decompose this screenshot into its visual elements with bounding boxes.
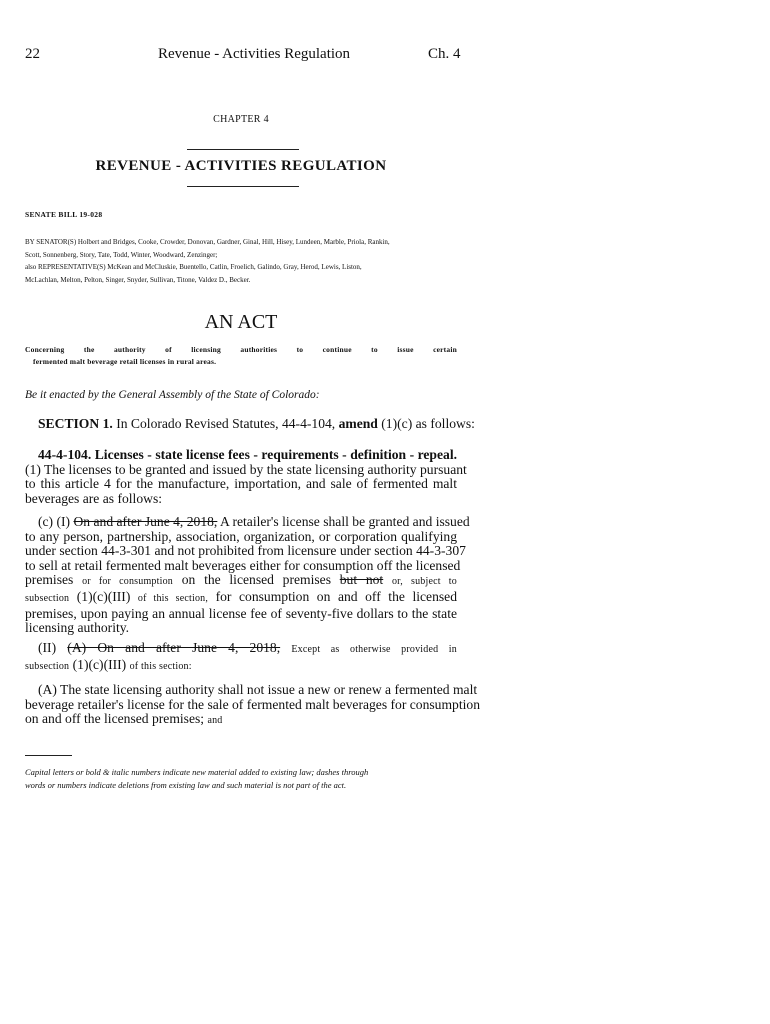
added-text: and bbox=[207, 715, 223, 727]
deleted-text: On and after June 4, 2018, bbox=[73, 514, 218, 529]
footnote-line: Capital letters or bold & italic numbers indicate new material added to existing law; dashes through bbox=[25, 767, 369, 777]
para-line: beverage retailer's license for the sale of fermented malt beverages for consumption bbox=[25, 696, 480, 712]
para-line: to sell at retail fermented malt beverages either for consumption off the licensed bbox=[25, 557, 461, 573]
added-text: subsection bbox=[25, 660, 70, 672]
section-one bbox=[25, 416, 475, 432]
para-text: premises bbox=[25, 572, 74, 588]
para-prefix: (c) (I) bbox=[38, 514, 71, 529]
footnote-rule bbox=[25, 755, 72, 756]
added-text: of this section: bbox=[129, 660, 192, 672]
paragraph-c bbox=[25, 514, 470, 636]
added-text: or for consumption bbox=[82, 576, 173, 588]
concerning-line: fermented malt beverage retail licenses in rural areas. bbox=[33, 357, 217, 366]
section-text: In Colorado Revised Statutes, 44-4-104, bbox=[116, 416, 336, 431]
statute-line: to this article 4 for the manufacture, importation, and sale of fermented malt bbox=[25, 476, 457, 492]
paragraph-a bbox=[25, 682, 480, 729]
para-text: on the licensed premises bbox=[181, 572, 331, 588]
running-title: Revenue - Activities Regulation bbox=[158, 46, 351, 62]
para-line: under section 44-3-301 and not prohibited from licensure under section 44-3-307 bbox=[25, 543, 466, 559]
para-line: premises, upon paying an annual license fee of seventy-five dollars to the state bbox=[25, 605, 457, 621]
deleted-text: (A) On and after June 4, 2018, bbox=[67, 640, 281, 655]
concerning-clause bbox=[25, 344, 457, 368]
act-heading: AN ACT bbox=[204, 311, 278, 333]
para-line: to any person, partnership, association, organization, or corporation qualifying bbox=[25, 528, 457, 544]
bill-number: SENATE BILL 19-028 bbox=[25, 210, 103, 219]
added-reference: (1)(c)(III) bbox=[72, 656, 127, 672]
sponsors-line: also REPRESENTATIVE(S) McKean and McCluskie, Buentello, Catlin, Froelich, Galindo, Gray, Herod, Lewis, Liston, bbox=[25, 263, 362, 271]
amend-keyword: amend bbox=[338, 416, 378, 431]
sponsors-line: BY SENATOR(S) Holbert and Bridges, Cooke, Crowder, Donovan, Gardner, Ginal, Hill, Hisey, Lundeen, Marble, Priola, Rankin, bbox=[25, 238, 390, 246]
para-line: (A) The state licensing authority shall not issue a new or renew a fermented malt bbox=[38, 682, 478, 697]
statute-heading: 44-4-104. Licenses - state license fees - requirements - definition - repeal. bbox=[38, 447, 457, 462]
para-prefix: (II) bbox=[38, 640, 57, 655]
chapter-title: REVENUE - ACTIVITIES REGULATION bbox=[95, 158, 387, 174]
page-number: 22 bbox=[25, 46, 40, 62]
title-rule-bottom bbox=[187, 186, 299, 187]
added-text: subsection bbox=[25, 592, 70, 604]
title-rule-top bbox=[187, 149, 299, 150]
footnote-line: words or numbers indicate deletions from existing law and such material is not part of the act. bbox=[25, 780, 347, 790]
section-text: (1)(c) as follows: bbox=[381, 416, 475, 431]
sponsors-line: McLachlan, Melton, Pelton, Singer, Snyder, Sullivan, Titone, Valdez D., Becker. bbox=[25, 275, 251, 284]
chapter-reference: Ch. 4 bbox=[428, 46, 461, 62]
added-text: Except as otherwise provided in bbox=[291, 644, 457, 655]
para-text: for consumption on and off the licensed bbox=[215, 588, 457, 604]
para-text: on and off the licensed premises; bbox=[25, 711, 205, 727]
added-reference: (1)(c)(III) bbox=[76, 588, 131, 604]
para-line: licensing authority. bbox=[25, 620, 130, 636]
paragraph-ii bbox=[25, 641, 457, 674]
added-text: or, subject to bbox=[391, 576, 457, 588]
section-label: SECTION 1. bbox=[38, 416, 113, 431]
enacting-clause: Be it enacted by the General Assembly of the State of Colorado: bbox=[25, 389, 320, 401]
statute-line: beverages are as follows: bbox=[25, 490, 163, 506]
concerning-line: Concerning the authority of licensing authorities to continue to issue certain bbox=[25, 345, 457, 354]
added-text: of this section, bbox=[137, 592, 209, 604]
statute-section bbox=[25, 447, 467, 506]
footnote bbox=[25, 766, 465, 792]
deleted-text: but not bbox=[339, 572, 384, 588]
sponsors-line: Scott, Sonnenberg, Story, Tate, Todd, Winter, Woodward, Zenzinger; bbox=[25, 250, 218, 259]
statute-line: (1) The licenses to be granted and issued by the state licensing authority pursuant bbox=[25, 461, 467, 477]
para-text: A retailer's license shall be granted and issued bbox=[219, 514, 470, 529]
chapter-label: CHAPTER 4 bbox=[213, 114, 269, 125]
sponsors-block bbox=[25, 236, 465, 286]
